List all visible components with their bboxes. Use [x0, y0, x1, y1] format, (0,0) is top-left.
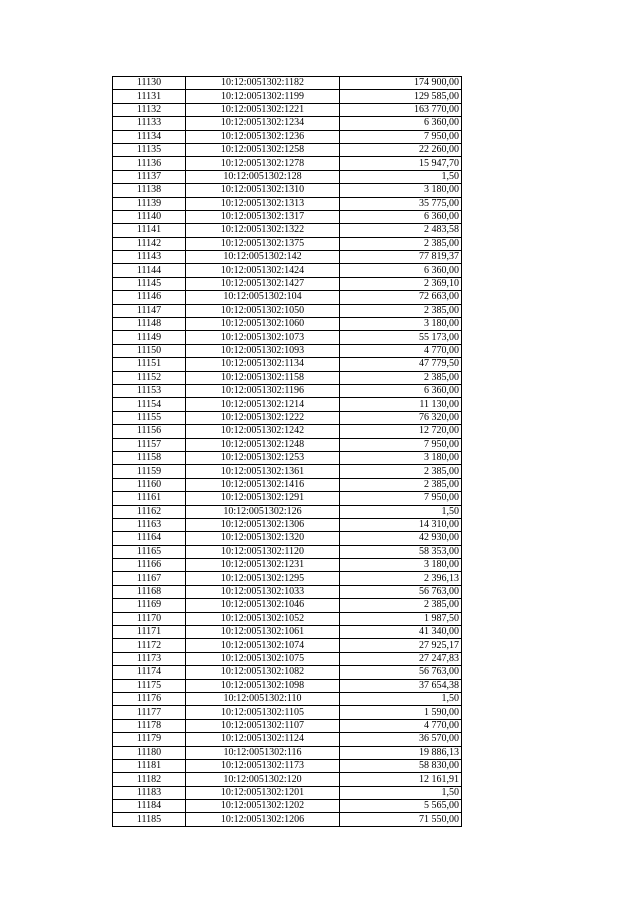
value-cell: 6 360,00: [340, 264, 462, 277]
table-row: [113, 585, 462, 598]
cadastral-number-cell: 10:12:0051302:1206: [186, 813, 340, 826]
table-row: [113, 652, 462, 665]
value-cell: 1,50: [340, 170, 462, 183]
cadastral-number-cell: 10:12:0051302:1310: [186, 184, 340, 197]
table-row: [113, 318, 462, 331]
row-number-cell: 11173: [113, 652, 186, 665]
row-number-cell: 11133: [113, 117, 186, 130]
table-row: [113, 478, 462, 491]
value-cell: 76 320,00: [340, 411, 462, 424]
row-number-cell: 11162: [113, 505, 186, 518]
table-row: [113, 224, 462, 237]
cadastral-number-cell: 10:12:0051302:104: [186, 291, 340, 304]
row-number-cell: 11159: [113, 465, 186, 478]
row-number-cell: 11135: [113, 143, 186, 156]
value-cell: 2 369,10: [340, 277, 462, 290]
value-cell: 163 770,00: [340, 103, 462, 116]
table-row: [113, 371, 462, 384]
table-row: [113, 505, 462, 518]
row-number-cell: 11184: [113, 800, 186, 813]
cadastral-number-cell: 10:12:0051302:1046: [186, 599, 340, 612]
cadastral-number-cell: 10:12:0051302:1234: [186, 117, 340, 130]
value-cell: 1 590,00: [340, 706, 462, 719]
value-cell: 2 385,00: [340, 478, 462, 491]
row-number-cell: 11185: [113, 813, 186, 826]
cadastral-number-cell: 10:12:0051302:1258: [186, 143, 340, 156]
row-number-cell: 11177: [113, 706, 186, 719]
cadastral-number-cell: 10:12:0051302:1221: [186, 103, 340, 116]
value-cell: 7 950,00: [340, 438, 462, 451]
value-cell: 55 173,00: [340, 331, 462, 344]
data-table: [112, 76, 462, 827]
cadastral-number-cell: 10:12:0051302:116: [186, 746, 340, 759]
table-row: [113, 291, 462, 304]
table-row: [113, 143, 462, 156]
row-number-cell: 11143: [113, 251, 186, 264]
table-row: [113, 130, 462, 143]
value-cell: 22 260,00: [340, 143, 462, 156]
row-number-cell: 11167: [113, 572, 186, 585]
value-cell: 174 900,00: [340, 77, 462, 90]
table-body: [113, 77, 462, 827]
table-row: [113, 117, 462, 130]
row-number-cell: 11152: [113, 371, 186, 384]
row-number-cell: 11170: [113, 612, 186, 625]
row-number-cell: 11138: [113, 184, 186, 197]
table-row: [113, 532, 462, 545]
cadastral-number-cell: 10:12:0051302:1295: [186, 572, 340, 585]
value-cell: 42 930,00: [340, 532, 462, 545]
cadastral-number-cell: 10:12:0051302:126: [186, 505, 340, 518]
row-number-cell: 11144: [113, 264, 186, 277]
value-cell: 11 130,00: [340, 398, 462, 411]
table-row: [113, 465, 462, 478]
cadastral-number-cell: 10:12:0051302:1214: [186, 398, 340, 411]
cadastral-number-cell: 10:12:0051302:1074: [186, 639, 340, 652]
cadastral-number-cell: 10:12:0051302:1322: [186, 224, 340, 237]
value-cell: 5 565,00: [340, 800, 462, 813]
table-row: [113, 559, 462, 572]
row-number-cell: 11137: [113, 170, 186, 183]
value-cell: 1,50: [340, 692, 462, 705]
row-number-cell: 11166: [113, 559, 186, 572]
table-row: [113, 679, 462, 692]
cadastral-number-cell: 10:12:0051302:1375: [186, 237, 340, 250]
cadastral-number-cell: 10:12:0051302:1033: [186, 585, 340, 598]
value-cell: 1,50: [340, 786, 462, 799]
row-number-cell: 11182: [113, 773, 186, 786]
value-cell: 2 483,58: [340, 224, 462, 237]
cadastral-number-cell: 10:12:0051302:1196: [186, 384, 340, 397]
value-cell: 12 720,00: [340, 425, 462, 438]
cadastral-number-cell: 10:12:0051302:1124: [186, 733, 340, 746]
row-number-cell: 11180: [113, 746, 186, 759]
cadastral-number-cell: 10:12:0051302:1105: [186, 706, 340, 719]
value-cell: 12 161,91: [340, 773, 462, 786]
row-number-cell: 11136: [113, 157, 186, 170]
table-row: [113, 692, 462, 705]
table-row: [113, 384, 462, 397]
value-cell: 4 770,00: [340, 344, 462, 357]
cadastral-number-cell: 10:12:0051302:1073: [186, 331, 340, 344]
row-number-cell: 11154: [113, 398, 186, 411]
table-row: [113, 344, 462, 357]
value-cell: 71 550,00: [340, 813, 462, 826]
value-cell: 1,50: [340, 505, 462, 518]
table-row: [113, 706, 462, 719]
table-row: [113, 170, 462, 183]
value-cell: 27 247,83: [340, 652, 462, 665]
row-number-cell: 11165: [113, 545, 186, 558]
cadastral-number-cell: 10:12:0051302:1313: [186, 197, 340, 210]
table-row: [113, 813, 462, 826]
value-cell: 41 340,00: [340, 626, 462, 639]
cadastral-number-cell: 10:12:0051302:1052: [186, 612, 340, 625]
table-row: [113, 639, 462, 652]
table-row: [113, 572, 462, 585]
row-number-cell: 11163: [113, 518, 186, 531]
table-row: [113, 197, 462, 210]
row-number-cell: 11179: [113, 733, 186, 746]
table-row: [113, 518, 462, 531]
table-row: [113, 451, 462, 464]
table-row: [113, 331, 462, 344]
row-number-cell: 11164: [113, 532, 186, 545]
value-cell: 3 180,00: [340, 559, 462, 572]
cadastral-number-cell: 10:12:0051302:142: [186, 251, 340, 264]
cadastral-number-cell: 10:12:0051302:1416: [186, 478, 340, 491]
table-row: [113, 773, 462, 786]
row-number-cell: 11172: [113, 639, 186, 652]
row-number-cell: 11168: [113, 585, 186, 598]
row-number-cell: 11175: [113, 679, 186, 692]
cadastral-number-cell: 10:12:0051302:1427: [186, 277, 340, 290]
cadastral-number-cell: 10:12:0051302:1278: [186, 157, 340, 170]
row-number-cell: 11148: [113, 318, 186, 331]
row-number-cell: 11157: [113, 438, 186, 451]
value-cell: 2 396,13: [340, 572, 462, 585]
row-number-cell: 11145: [113, 277, 186, 290]
value-cell: 6 360,00: [340, 384, 462, 397]
value-cell: 14 310,00: [340, 518, 462, 531]
value-cell: 15 947,70: [340, 157, 462, 170]
table-row: [113, 612, 462, 625]
cadastral-number-cell: 10:12:0051302:1093: [186, 344, 340, 357]
table-row: [113, 666, 462, 679]
cadastral-number-cell: 10:12:0051302:1306: [186, 518, 340, 531]
row-number-cell: 11149: [113, 331, 186, 344]
row-number-cell: 11160: [113, 478, 186, 491]
cadastral-number-cell: 10:12:0051302:1199: [186, 90, 340, 103]
table-row: [113, 90, 462, 103]
table-row: [113, 599, 462, 612]
value-cell: 2 385,00: [340, 599, 462, 612]
row-number-cell: 11131: [113, 90, 186, 103]
cadastral-number-cell: 10:12:0051302:1158: [186, 371, 340, 384]
row-number-cell: 11140: [113, 210, 186, 223]
table-row: [113, 411, 462, 424]
row-number-cell: 11169: [113, 599, 186, 612]
cadastral-number-cell: 10:12:0051302:1082: [186, 666, 340, 679]
row-number-cell: 11141: [113, 224, 186, 237]
cadastral-number-cell: 10:12:0051302:1050: [186, 304, 340, 317]
cadastral-number-cell: 10:12:0051302:1182: [186, 77, 340, 90]
value-cell: 3 180,00: [340, 318, 462, 331]
cadastral-number-cell: 10:12:0051302:110: [186, 692, 340, 705]
cadastral-number-cell: 10:12:0051302:1060: [186, 318, 340, 331]
value-cell: 27 925,17: [340, 639, 462, 652]
cadastral-number-cell: 10:12:0051302:128: [186, 170, 340, 183]
cadastral-number-cell: 10:12:0051302:1253: [186, 451, 340, 464]
row-number-cell: 11171: [113, 626, 186, 639]
row-number-cell: 11150: [113, 344, 186, 357]
cadastral-number-cell: 10:12:0051302:1201: [186, 786, 340, 799]
cadastral-number-cell: 10:12:0051302:1291: [186, 492, 340, 505]
table-row: [113, 746, 462, 759]
table-row: [113, 103, 462, 116]
row-number-cell: 11174: [113, 666, 186, 679]
cadastral-number-cell: 10:12:0051302:1242: [186, 425, 340, 438]
table-row: [113, 358, 462, 371]
table-row: [113, 398, 462, 411]
table-row: [113, 719, 462, 732]
cadastral-number-cell: 10:12:0051302:1098: [186, 679, 340, 692]
value-cell: 2 385,00: [340, 237, 462, 250]
row-number-cell: 11139: [113, 197, 186, 210]
row-number-cell: 11158: [113, 451, 186, 464]
value-cell: 6 360,00: [340, 117, 462, 130]
row-number-cell: 11132: [113, 103, 186, 116]
row-number-cell: 11161: [113, 492, 186, 505]
cadastral-number-cell: 10:12:0051302:1173: [186, 759, 340, 772]
table-row: [113, 304, 462, 317]
table-row: [113, 438, 462, 451]
cadastral-number-cell: 10:12:0051302:1424: [186, 264, 340, 277]
value-cell: 129 585,00: [340, 90, 462, 103]
table-row: [113, 786, 462, 799]
table-row: [113, 425, 462, 438]
table-row: [113, 492, 462, 505]
cadastral-number-cell: 10:12:0051302:120: [186, 773, 340, 786]
value-cell: 3 180,00: [340, 451, 462, 464]
row-number-cell: 11142: [113, 237, 186, 250]
value-cell: 72 663,00: [340, 291, 462, 304]
table-row: [113, 184, 462, 197]
cadastral-number-cell: 10:12:0051302:1320: [186, 532, 340, 545]
cadastral-number-cell: 10:12:0051302:1248: [186, 438, 340, 451]
cadastral-number-cell: 10:12:0051302:1107: [186, 719, 340, 732]
row-number-cell: 11155: [113, 411, 186, 424]
value-cell: 19 886,13: [340, 746, 462, 759]
row-number-cell: 11181: [113, 759, 186, 772]
value-cell: 56 763,00: [340, 666, 462, 679]
table-row: [113, 237, 462, 250]
value-cell: 2 385,00: [340, 371, 462, 384]
row-number-cell: 11153: [113, 384, 186, 397]
value-cell: 1 987,50: [340, 612, 462, 625]
value-cell: 7 950,00: [340, 492, 462, 505]
table-row: [113, 210, 462, 223]
cadastral-number-cell: 10:12:0051302:1236: [186, 130, 340, 143]
table-row: [113, 157, 462, 170]
table-row: [113, 759, 462, 772]
table-row: [113, 251, 462, 264]
row-number-cell: 11146: [113, 291, 186, 304]
table-row: [113, 277, 462, 290]
row-number-cell: 11178: [113, 719, 186, 732]
table-row: [113, 733, 462, 746]
row-number-cell: 11176: [113, 692, 186, 705]
cadastral-number-cell: 10:12:0051302:1361: [186, 465, 340, 478]
value-cell: 7 950,00: [340, 130, 462, 143]
value-cell: 4 770,00: [340, 719, 462, 732]
row-number-cell: 11134: [113, 130, 186, 143]
row-number-cell: 11130: [113, 77, 186, 90]
value-cell: 56 763,00: [340, 585, 462, 598]
value-cell: 2 385,00: [340, 304, 462, 317]
value-cell: 2 385,00: [340, 465, 462, 478]
cadastral-number-cell: 10:12:0051302:1231: [186, 559, 340, 572]
value-cell: 58 830,00: [340, 759, 462, 772]
table-row: [113, 800, 462, 813]
cadastral-number-cell: 10:12:0051302:1202: [186, 800, 340, 813]
row-number-cell: 11183: [113, 786, 186, 799]
value-cell: 3 180,00: [340, 184, 462, 197]
cadastral-number-cell: 10:12:0051302:1120: [186, 545, 340, 558]
table-row: [113, 77, 462, 90]
value-cell: 58 353,00: [340, 545, 462, 558]
row-number-cell: 11156: [113, 425, 186, 438]
table-row: [113, 545, 462, 558]
table-row: [113, 626, 462, 639]
cadastral-number-cell: 10:12:0051302:1134: [186, 358, 340, 371]
value-cell: 77 819,37: [340, 251, 462, 264]
value-cell: 36 570,00: [340, 733, 462, 746]
value-cell: 6 360,00: [340, 210, 462, 223]
cadastral-number-cell: 10:12:0051302:1222: [186, 411, 340, 424]
row-number-cell: 11151: [113, 358, 186, 371]
cadastral-number-cell: 10:12:0051302:1317: [186, 210, 340, 223]
value-cell: 47 779,50: [340, 358, 462, 371]
row-number-cell: 11147: [113, 304, 186, 317]
value-cell: 35 775,00: [340, 197, 462, 210]
table-row: [113, 264, 462, 277]
value-cell: 37 654,38: [340, 679, 462, 692]
cadastral-number-cell: 10:12:0051302:1075: [186, 652, 340, 665]
cadastral-number-cell: 10:12:0051302:1061: [186, 626, 340, 639]
